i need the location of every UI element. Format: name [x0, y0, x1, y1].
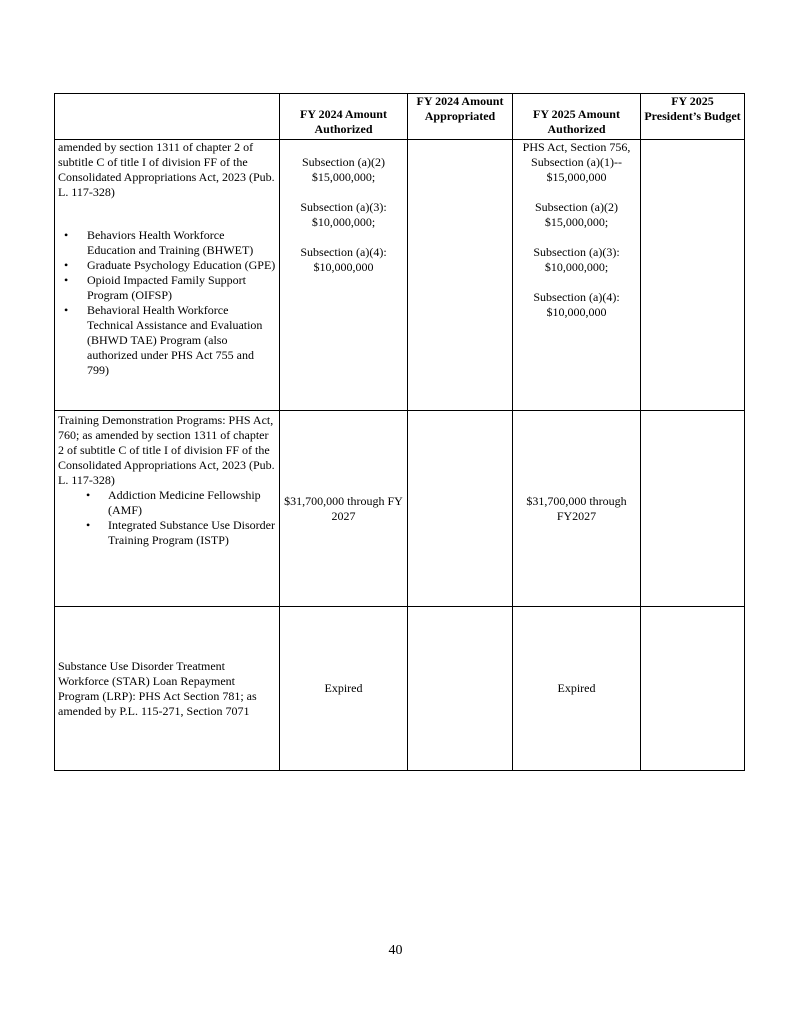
list-item: • Integrated Substance Use Disorder Training Program (ISTP): [86, 518, 275, 547]
fy2025-authorized-cell: $31,700,000 through FY2027: [513, 411, 641, 607]
amount-text: PHS Act, Section 756, Subsection (a)(1)-- $15,000,000: [522, 140, 631, 184]
list-item: • Behavioral Health Workforce Technical Assistance and Evaluation (BHWD TAE) Program (also authorized under PHS Act 755 and 799): [64, 303, 263, 377]
fy2024-authorized-cell: Expired: [280, 607, 408, 771]
page-number: 40: [388, 943, 403, 958]
fy2024-authorized-cell: $31,700,000 through FY 2027: [280, 411, 408, 607]
amount-text: Subsection (a)(2) $15,000,000;: [535, 200, 618, 229]
fy2025-budget-cell: [641, 607, 745, 771]
program-bullet-list: [58, 488, 276, 548]
program-cell: [55, 411, 280, 607]
table-row: [55, 607, 745, 771]
program-cell: [55, 140, 280, 411]
bullet-icon: •: [86, 518, 91, 532]
amount-text: Subsection (a)(3): $10,000,000;: [300, 200, 387, 229]
bullet-icon: •: [64, 258, 69, 272]
fy2025-budget-cell: [641, 411, 745, 607]
list-item: • Opioid Impacted Family Support Program (OIFSP): [64, 273, 246, 302]
header-program: [55, 94, 280, 140]
table-header-row: [55, 94, 745, 140]
fy2024-appropriated-cell: [408, 140, 513, 411]
program-description: Training Demonstration Programs: PHS Act, 760; as amended by section 1311 of chapter 2 of subtitle C of title I of division FF of the Consolidated Appropriations Act, 2023 (Pub. L. 117-328): [58, 413, 275, 487]
bullet-icon: •: [86, 488, 91, 502]
header-fy2025-budget: FY 2025 President’s Budget: [641, 94, 745, 140]
fy2024-authorized-cell: [280, 140, 408, 411]
program-bullet-list: [58, 228, 276, 378]
amount-text: Subsection (a)(4): $10,000,000: [533, 290, 620, 319]
header-fy2024-authorized: FY 2024 Amount Authorized: [280, 94, 408, 140]
fy2025-authorized-cell: Expired: [513, 607, 641, 771]
fy2024-appropriated-cell: [408, 607, 513, 771]
list-item: • Behaviors Health Workforce Education and Training (BHWET): [64, 228, 254, 257]
amount-text: Subsection (a)(4): $10,000,000: [300, 245, 387, 274]
table-row: [55, 140, 745, 411]
header-fy2025-authorized: FY 2025 Amount Authorized: [513, 94, 641, 140]
header-fy2024-appropriated: FY 2024 Amount Appropriated: [408, 94, 513, 140]
fy2024-appropriated-cell: [408, 411, 513, 607]
list-item: • Addiction Medicine Fellowship (AMF): [86, 488, 261, 517]
bullet-icon: •: [64, 273, 69, 287]
program-description: amended by section 1311 of chapter 2 of subtitle C of title I of division FF of the Consolidated Appropriations Act, 2023 (Pub. L. 117-328): [58, 140, 275, 199]
fy2025-budget-cell: [641, 140, 745, 411]
bullet-icon: •: [64, 303, 69, 317]
table-row: [55, 411, 745, 607]
amount-text: Subsection (a)(3): $10,000,000;: [533, 245, 620, 274]
bullet-icon: •: [64, 228, 69, 242]
fy2025-authorized-cell: [513, 140, 641, 411]
amount-text: Subsection (a)(2) $15,000,000;: [302, 155, 385, 184]
list-item: • Graduate Psychology Education (GPE): [64, 258, 276, 272]
program-cell: Substance Use Disorder Treatment Workforce (STAR) Loan Repayment Program (LRP): PHS Act Section 781; as amended by P.L. 115-271, Section 7071: [55, 607, 280, 771]
authorization-table: [54, 93, 745, 771]
